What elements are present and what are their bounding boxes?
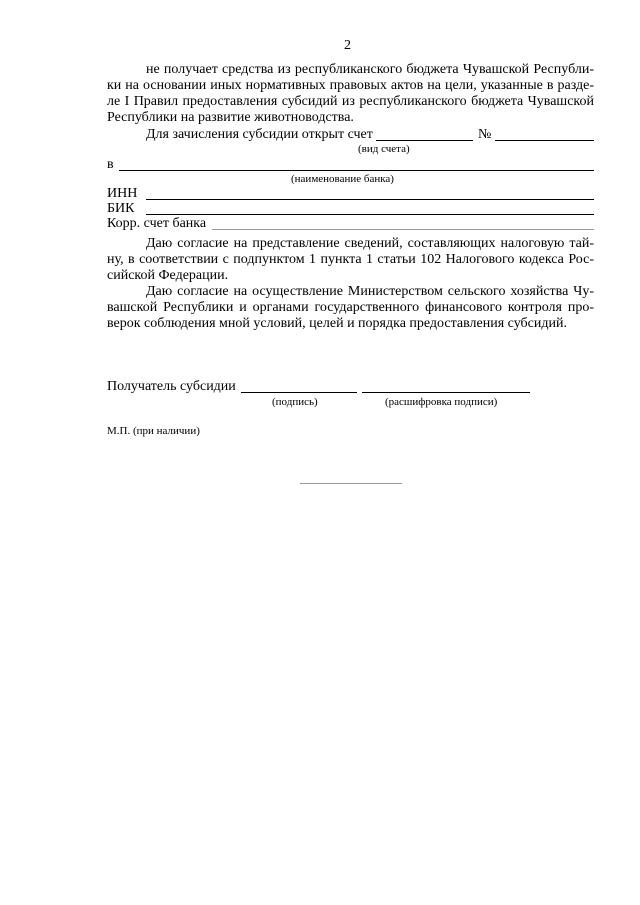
signature-caption: (подпись) — [272, 396, 318, 408]
paragraph-line: не получает средства из республиканского бюджета Чувашской Республи- — [146, 62, 594, 77]
account-type-caption: (вид счета) — [358, 143, 410, 155]
bik-label: БИК — [107, 201, 135, 216]
page-number: 2 — [344, 38, 351, 53]
inn-label: ИНН — [107, 186, 138, 201]
end-divider — [300, 483, 402, 484]
bank-name-caption: (наименование банка) — [291, 173, 394, 185]
account-number-field[interactable] — [495, 140, 594, 141]
corr-account-field[interactable] — [212, 229, 594, 230]
signature-decode-caption: (расшифровка подписи) — [385, 396, 498, 408]
recipient-label: Получатель субсидии — [107, 379, 236, 394]
stamp-label: М.П. (при наличии) — [107, 425, 200, 437]
bik-field[interactable] — [146, 214, 594, 215]
inn-field[interactable] — [146, 199, 594, 200]
paragraph-line: Республики на развитие животноводства. — [107, 110, 354, 125]
signature-decode-field[interactable] — [362, 392, 530, 393]
consent-line: сийской Федерации. — [107, 268, 229, 283]
corr-account-label: Корр. счет банка — [107, 216, 207, 231]
consent-line: Даю согласие на осуществление Министерством сельского хозяйства Чу- — [146, 284, 594, 299]
in-label: в — [107, 157, 114, 172]
consent-line: верок соблюдения мной условий, целей и порядка предоставления субсидий. — [107, 316, 567, 331]
consent-line: Даю согласие на представление сведений, составляющих налоговую тай- — [146, 236, 594, 251]
consent-line: вашской Республики и органами государственного финансового контроля про- — [107, 300, 594, 315]
account-type-field[interactable] — [376, 140, 473, 141]
account-intro: Для зачисления субсидии открыт счет — [146, 127, 373, 142]
paragraph-line: ле I Правил предоставления субсидий из республиканского бюджета Чувашской — [107, 94, 594, 109]
signature-field[interactable] — [241, 392, 357, 393]
consent-line: ну, в соответствии с подпунктом 1 пункта 1 статьи 102 Налогового кодекса Рос- — [107, 252, 594, 267]
paragraph-line: ки на основании иных нормативных правовых актов на цели, указанные в разде- — [107, 78, 594, 93]
bank-name-field[interactable] — [119, 170, 594, 171]
number-sign: № — [478, 127, 492, 142]
